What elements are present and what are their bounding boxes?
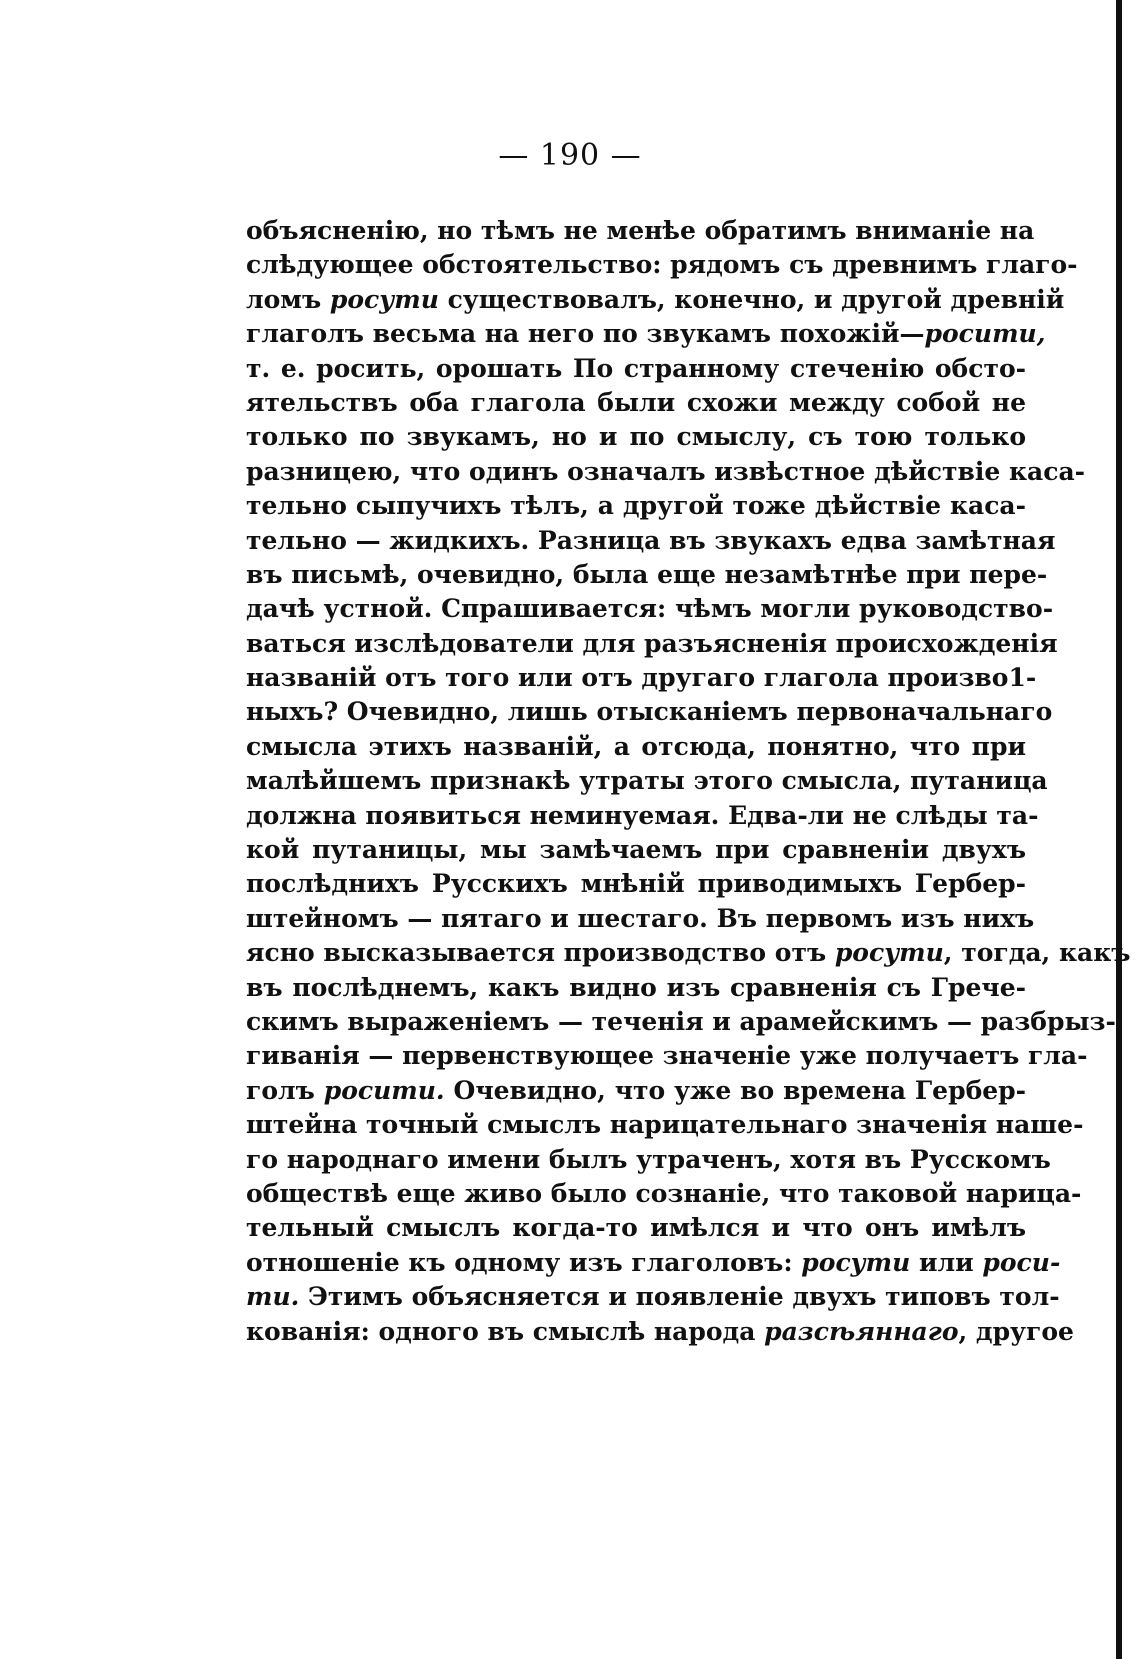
- italic-term: росити,: [924, 319, 1046, 349]
- text-line: [246, 1177, 1082, 1211]
- text-segment: тельный смыслъ когда-то имѣлся и что онъ имѣлъ: [246, 1213, 1026, 1243]
- italic-term: росути: [329, 284, 439, 314]
- text-line: [246, 1280, 1060, 1314]
- text-segment: , другое: [958, 1316, 1074, 1346]
- text-segment: объясненію, но тѣмъ не менѣе обратимъ вниманіе на: [246, 216, 1035, 245]
- text-line: [246, 1315, 1074, 1349]
- text-line: [246, 489, 1026, 523]
- text-segment: т. е. росить, орошать По странному стеченію обсто-: [246, 353, 1026, 383]
- text-line: [246, 867, 1026, 901]
- text-segment: слѣдующее обстоятельство: рядомъ съ древнимъ глаго-: [246, 250, 1078, 280]
- text-segment: штейна точный смыслъ нарицательнаго значенія наше-: [246, 1110, 1084, 1140]
- italic-term: разсѣяннаго: [764, 1316, 959, 1346]
- text-line: [246, 248, 1078, 282]
- text-line: [246, 1211, 1026, 1245]
- text-line: [246, 764, 1048, 798]
- page-edge-line: [1116, 0, 1122, 1659]
- text-segment: ясно высказывается производство отъ: [246, 938, 835, 968]
- text-segment: должна появиться неминуемая. Едва-ли не слѣды та-: [246, 800, 1039, 830]
- text-line: [246, 902, 1035, 936]
- text-line: [246, 386, 1026, 420]
- text-segment: го народнаго имени былъ утраченъ, хотя въ Русскомъ: [246, 1144, 1051, 1174]
- text-segment: голъ: [246, 1075, 324, 1105]
- text-line: [246, 1143, 1051, 1177]
- text-line: [246, 558, 1048, 592]
- text-segment: ныхъ? Очевидно, лишь отысканіемъ первоначальнаго: [246, 697, 1053, 727]
- text-line: [246, 695, 1053, 729]
- text-line: [246, 799, 1039, 833]
- text-segment: штейномъ — пятаго и шестаго. Въ первомъ изъ нихъ: [246, 903, 1035, 933]
- text-line: [246, 1246, 1061, 1280]
- text-segment: кой путаницы, мы замѣчаемъ при сравненіи двухъ: [246, 835, 1026, 865]
- text-line: [246, 730, 1026, 764]
- text-segment: въ послѣднемъ, какъ видно изъ сравненія съ Грече-: [246, 972, 1026, 1002]
- text-segment: въ письмѣ, очевидно, была еще незамѣтнѣе при пере-: [246, 559, 1048, 589]
- text-segment: малѣйшемъ признакѣ утраты этого смысла, путаница: [246, 766, 1048, 796]
- page-number: — 190 —: [498, 138, 642, 173]
- text-line: [246, 214, 1035, 248]
- text-line: [246, 936, 1131, 970]
- text-segment: послѣднихъ Русскихъ мнѣній приводимыхъ Гербер-: [246, 869, 1026, 899]
- italic-term: росути: [834, 938, 944, 968]
- text-line: [246, 420, 1026, 454]
- text-segment: ятельствъ оба глагола были схожи между собой не: [246, 387, 1026, 417]
- text-line: [246, 627, 1058, 661]
- text-line: [246, 1039, 1088, 1073]
- text-line: [246, 455, 1086, 489]
- text-segment: названій отъ того или отъ другаго глагола произво1-: [246, 663, 1037, 693]
- text-segment: существовалъ, конечно, и другой древній: [438, 284, 1065, 314]
- text-segment: Очевидно, что уже во времена Гербер-: [444, 1075, 1027, 1105]
- text-segment: , тогда, какъ: [943, 938, 1131, 968]
- text-segment: кованія: одного въ смыслѣ народа: [246, 1316, 765, 1346]
- text-segment: тельно — жидкихъ. Разница въ звукахъ едва замѣтная: [246, 525, 1056, 555]
- text-line: [246, 833, 1026, 867]
- text-segment: или: [910, 1247, 983, 1277]
- body-text: [246, 214, 1131, 1349]
- text-segment: смысла этихъ названій, а отсюда, понятно, что при: [246, 731, 1026, 761]
- text-line: [246, 317, 1046, 351]
- text-segment: тельно сыпучихъ тѣлъ, а другой тоже дѣйствіе каса-: [246, 491, 1026, 521]
- text-line: [246, 352, 1026, 386]
- text-segment: дачѣ устной. Спрашивается: чѣмъ могли руководство-: [246, 594, 1054, 624]
- italic-term: ти.: [246, 1282, 300, 1312]
- text-line: [246, 661, 1037, 695]
- text-segment: ваться изслѣдователи для разъясненія происхожденія: [246, 628, 1058, 658]
- text-segment: разницею, что одинъ означалъ извѣстное дѣйствіе каса-: [246, 456, 1086, 486]
- italic-term: росити.: [323, 1075, 445, 1105]
- text-line: [246, 1108, 1084, 1142]
- text-segment: ломъ: [246, 284, 330, 314]
- text-segment: Этимъ объясняется и появленіе двухъ типовъ тол-: [299, 1282, 1060, 1312]
- italic-term: росути: [801, 1247, 911, 1277]
- text-line: [246, 1074, 1026, 1108]
- text-segment: отношеніе къ одному изъ глаголовъ:: [246, 1247, 802, 1277]
- text-segment: обществѣ еще живо было сознаніе, что таковой нарица-: [246, 1178, 1082, 1208]
- text-line: [246, 971, 1026, 1005]
- text-segment: глаголъ весьма на него по звукамъ похожій—: [246, 319, 925, 349]
- text-line: [246, 1005, 1116, 1039]
- text-line: [246, 283, 1065, 317]
- text-segment: скимъ выраженіемъ — теченія и арамейскимъ — разбрыз-: [246, 1006, 1116, 1036]
- italic-term: роси-: [982, 1247, 1061, 1277]
- text-line: [246, 592, 1054, 626]
- text-line: [246, 524, 1056, 558]
- text-segment: гиванія — первенствующее значеніе уже получаетъ гла-: [246, 1041, 1088, 1071]
- text-segment: только по звукамъ, но и по смыслу, съ тою только: [246, 422, 1026, 452]
